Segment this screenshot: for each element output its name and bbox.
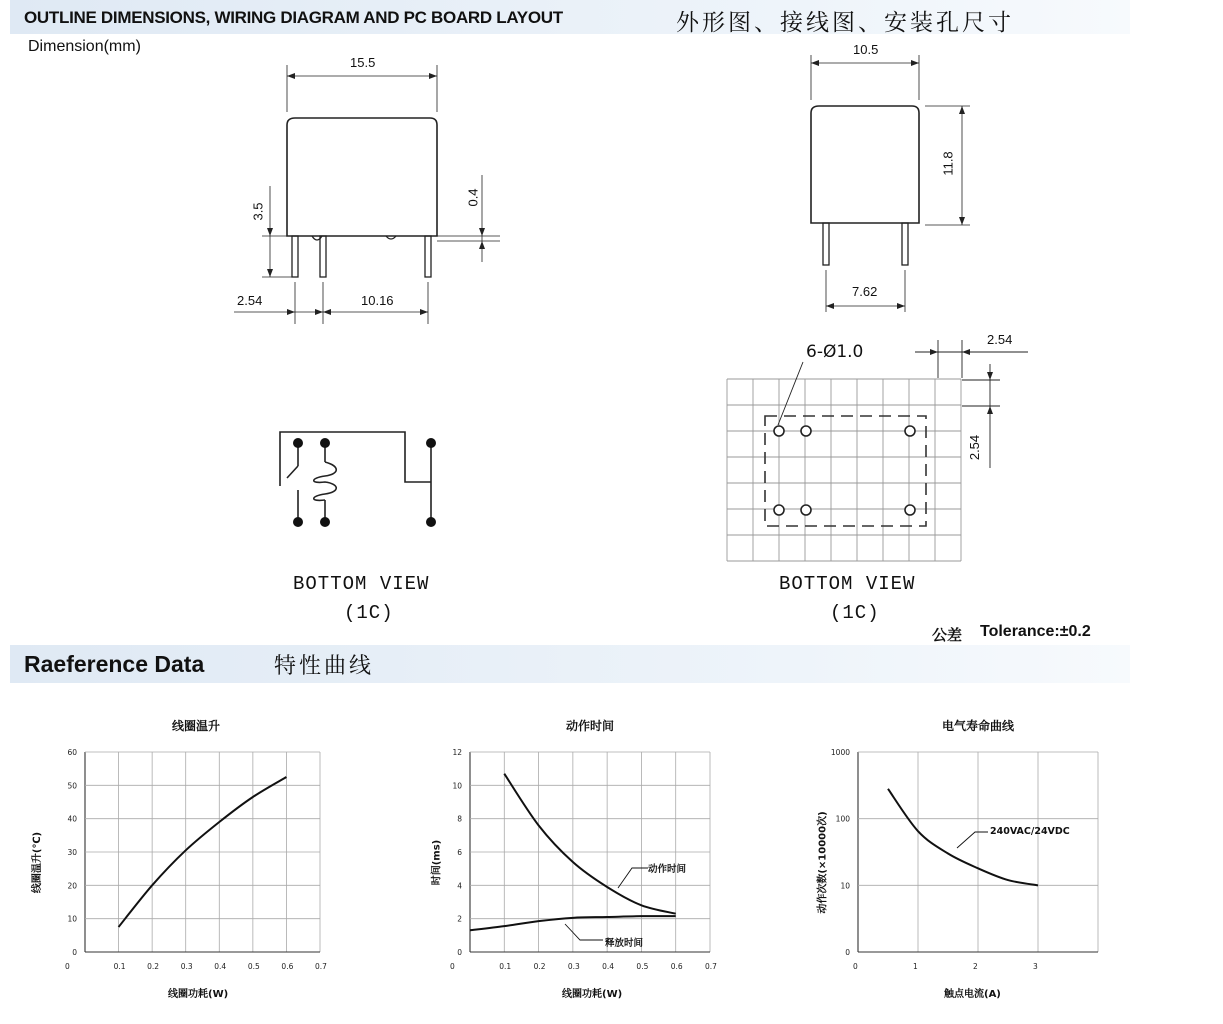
x-tick-label: 0.4 xyxy=(602,962,615,971)
chart1-title: 线圈温升 xyxy=(172,719,221,733)
y-tick-label: 10 xyxy=(452,781,462,791)
wiring-type-label: (1C) xyxy=(344,602,394,624)
chart3-ylabel: 动作次数(×10000次) xyxy=(817,811,829,914)
x-tick-label: 0.5 xyxy=(636,962,649,971)
chart2-annotation-operate: 动作时间 xyxy=(648,864,687,875)
y-tick-label: 10 xyxy=(67,914,77,924)
pcb-grid-dim-h: 2.54 xyxy=(987,332,1013,347)
y-tick-label: 30 xyxy=(67,848,77,857)
series-line-1 xyxy=(888,789,1038,885)
reference-title-cn: 特性曲线 xyxy=(274,654,375,679)
page-title-cn: 外形图、接线图、安装孔尺寸 xyxy=(676,10,1014,36)
chart2-ylabel: 时间(ms) xyxy=(431,839,443,886)
x-tick-label: 0.5 xyxy=(247,962,260,971)
x-tick-label: 0.6 xyxy=(670,962,683,971)
pcb-view-label: BOTTOM VIEW xyxy=(779,573,916,595)
chart1-ylabel: 线圈温升(℃) xyxy=(32,831,44,894)
wiring-view-label: BOTTOM VIEW xyxy=(293,573,430,595)
y-tick-label: 8 xyxy=(457,814,462,824)
chart1-xlabel: 线圈功耗(W) xyxy=(168,989,229,1000)
chart2-title: 动作时间 xyxy=(566,719,615,733)
side-pin-spacing-dim: 7.62 xyxy=(852,284,878,299)
front-pin-spacing-dim: 10.16 xyxy=(361,293,394,308)
x-tick-label: 0.4 xyxy=(214,962,227,971)
x-tick-label: 0.3 xyxy=(567,962,580,971)
y-tick-label: 0 xyxy=(845,948,850,957)
x-tick-label: 0 xyxy=(450,962,455,971)
side-height-dim: 11.8 xyxy=(940,151,956,176)
y-tick-label: 0 xyxy=(457,948,462,957)
x-tick-label: 3 xyxy=(1033,962,1038,971)
y-tick-label: 4 xyxy=(457,881,462,891)
x-tick-label: 0.6 xyxy=(281,962,294,971)
x-tick-label: 0.2 xyxy=(533,962,546,971)
x-tick-label: 0 xyxy=(853,962,858,971)
y-tick-label: 2 xyxy=(457,914,462,924)
x-tick-label: 1 xyxy=(913,962,918,971)
reference-title-en: Raeference Data xyxy=(24,651,205,677)
pcb-type-label: (1C) xyxy=(830,602,880,624)
y-tick-label: 20 xyxy=(67,881,77,891)
tolerance-value: Tolerance:±0.2 xyxy=(980,623,1091,640)
page-title-en: OUTLINE DIMENSIONS, WIRING DIAGRAM AND PC BOARD LAYOUT xyxy=(24,8,563,27)
front-standoff-dim: 0.4 xyxy=(465,188,481,207)
chart3-xlabel: 触点电流(A) xyxy=(944,989,1001,1000)
y-tick-label: 100 xyxy=(835,814,850,824)
y-tick-label: 10 xyxy=(840,881,850,891)
y-tick-label: 50 xyxy=(67,781,77,791)
x-tick-label: 0.1 xyxy=(499,962,512,971)
chart3-annotation: 240VAC/24VDC xyxy=(990,826,1070,837)
x-tick-label: 0.2 xyxy=(147,962,160,971)
y-tick-label: 40 xyxy=(67,814,77,824)
annotation-leader xyxy=(957,832,988,848)
chart3-title: 电气寿命曲线 xyxy=(942,719,1015,733)
pcb-holes-label: 6-Ø1.0 xyxy=(806,342,864,362)
dimension-unit-label: Dimension(mm) xyxy=(28,38,141,55)
x-tick-label: 0.3 xyxy=(180,962,193,971)
y-tick-label: 6 xyxy=(457,848,462,857)
tolerance-cn: 公差 xyxy=(932,626,963,644)
x-tick-label: 0.1 xyxy=(113,962,126,971)
side-width-dim: 10.5 xyxy=(853,42,879,57)
x-tick-label: 0 xyxy=(65,962,70,971)
y-tick-label: 12 xyxy=(452,748,462,757)
pcb-grid-dim-v: 2.54 xyxy=(967,434,983,461)
y-tick-label: 0 xyxy=(72,948,77,957)
chart2-xlabel: 线圈功耗(W) xyxy=(562,989,623,1000)
y-tick-label: 60 xyxy=(67,748,77,757)
y-tick-label: 1000 xyxy=(830,748,850,757)
x-tick-label: 2 xyxy=(973,962,978,971)
front-pin-offset-dim: 2.54 xyxy=(237,293,263,308)
chart2-annotation-release: 释放时间 xyxy=(605,938,644,949)
front-width-dim: 15.5 xyxy=(350,55,376,70)
x-tick-label: 0.7 xyxy=(315,962,327,971)
x-tick-label: 0.7 xyxy=(705,962,717,971)
front-pin-height-dim: 3.5 xyxy=(250,202,266,221)
